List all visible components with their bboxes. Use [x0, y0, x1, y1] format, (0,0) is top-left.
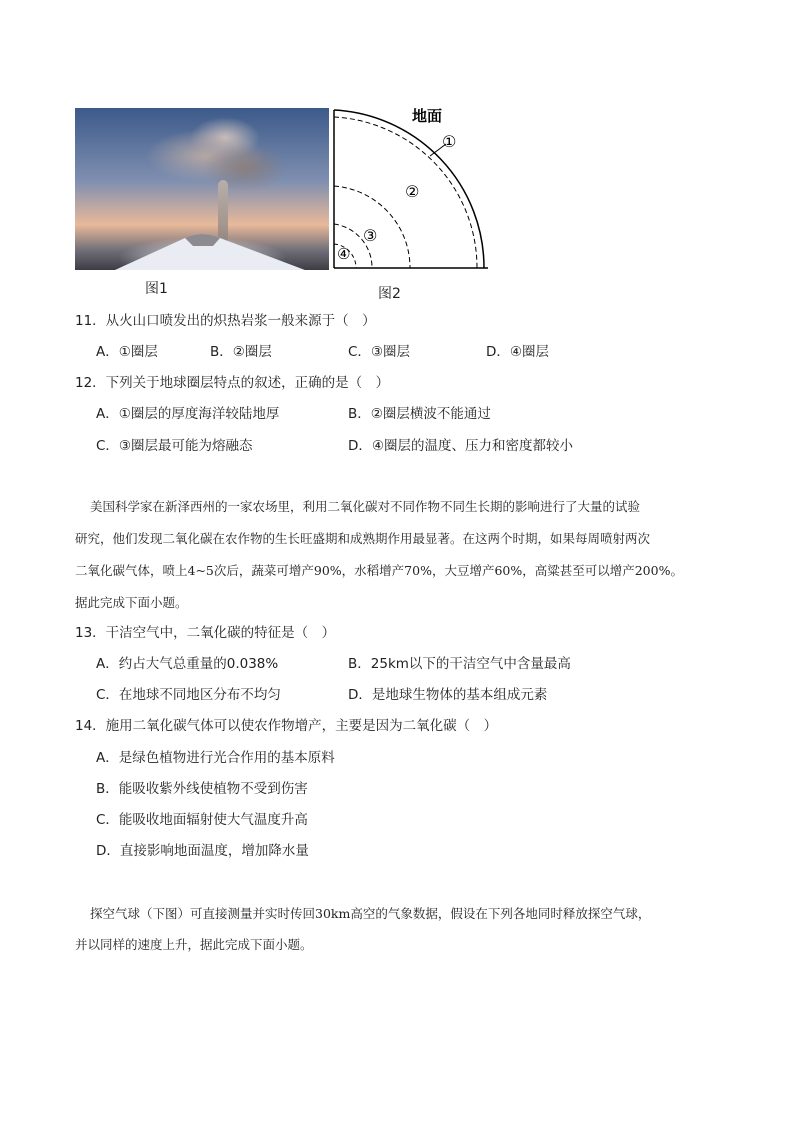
earth-layers-diagram [332, 104, 492, 270]
question-13-stem: 13．干洁空气中，二氧化碳的特征是（ ） [75, 625, 336, 641]
passage1-line-3: 二氧化碳气体，喷上4~5次后，蔬菜可增产90%，水稻增产70%，大豆增产60%，高粱甚至可以增产200%。 [75, 563, 683, 578]
q14-option-d: D．直接影响地面温度，增加降水量 [96, 843, 309, 859]
q12-option-c: C．③圈层最可能为熔融态 [96, 438, 253, 454]
passage1-line-2: 研究，他们发现二氧化碳在农作物的生长旺盛期和成熟期作用最显著。在这两个时期，如果每周喷射两次 [75, 531, 651, 546]
surface-label: 地面 [412, 107, 443, 125]
q14-option-a: A．是绿色植物进行光合作用的基本原料 [96, 750, 335, 766]
q12-option-d: D．④圈层的温度、压力和密度都较小 [348, 438, 573, 454]
q13-option-c: C．在地球不同地区分布不均匀 [96, 687, 281, 703]
q14-option-b: B．能吸收紫外线使植物不受到伤害 [96, 781, 308, 797]
volcano-photo [75, 108, 329, 270]
question-14-stem: 14．施用二氧化碳气体可以使农作物增产，主要是因为二氧化碳（ ） [75, 718, 498, 734]
passage1-line-4: 据此完成下面小题。 [75, 595, 188, 610]
q12-option-a: A．①圈层的厚度海洋较陆地厚 [96, 406, 280, 422]
layer-label-4: ④ [337, 245, 351, 263]
q14-option-c: C．能吸收地面辐射使大气温度升高 [96, 812, 308, 828]
q13-option-d: D．是地球生物体的基本组成元素 [348, 687, 548, 703]
passage2-line-1: 探空气球（下图）可直接测量并实时传回30km高空的气象数据，假设在下列各地同时释放探空气球， [90, 906, 651, 921]
layer-label-2: ② [405, 182, 420, 201]
q11-option-b: B．②圈层 [210, 344, 272, 360]
q12-option-b: B．②圈层横波不能通过 [348, 406, 491, 422]
passage1-line-1: 美国科学家在新泽西州的一家农场里，利用二氧化碳对不同作物不同生长期的影响进行了大量的试验 [90, 499, 641, 514]
q13-option-a: A．约占大气总重量的0.038% [96, 656, 279, 672]
question-12-stem: 12．下列关于地球圈层特点的叙述，正确的是（ ） [75, 375, 390, 391]
question-11-stem: 11．从火山口喷发出的炽热岩浆一般来源于（ ） [75, 313, 376, 329]
layer-label-1: ① [442, 132, 457, 151]
layer-label-3: ③ [363, 226, 378, 245]
q13-option-b: B．25km以下的干洁空气中含量最高 [348, 656, 571, 672]
figure2-caption: 图2 [378, 286, 401, 302]
figure1-caption: 图1 [145, 281, 168, 297]
q11-option-c: C．③圈层 [348, 344, 411, 360]
passage2-line-2: 并以同样的速度上升，据此完成下面小题。 [75, 937, 313, 952]
q11-option-a: A．①圈层 [96, 344, 158, 360]
q11-option-d: D．④圈层 [486, 344, 549, 360]
snow-mountain [75, 108, 329, 270]
